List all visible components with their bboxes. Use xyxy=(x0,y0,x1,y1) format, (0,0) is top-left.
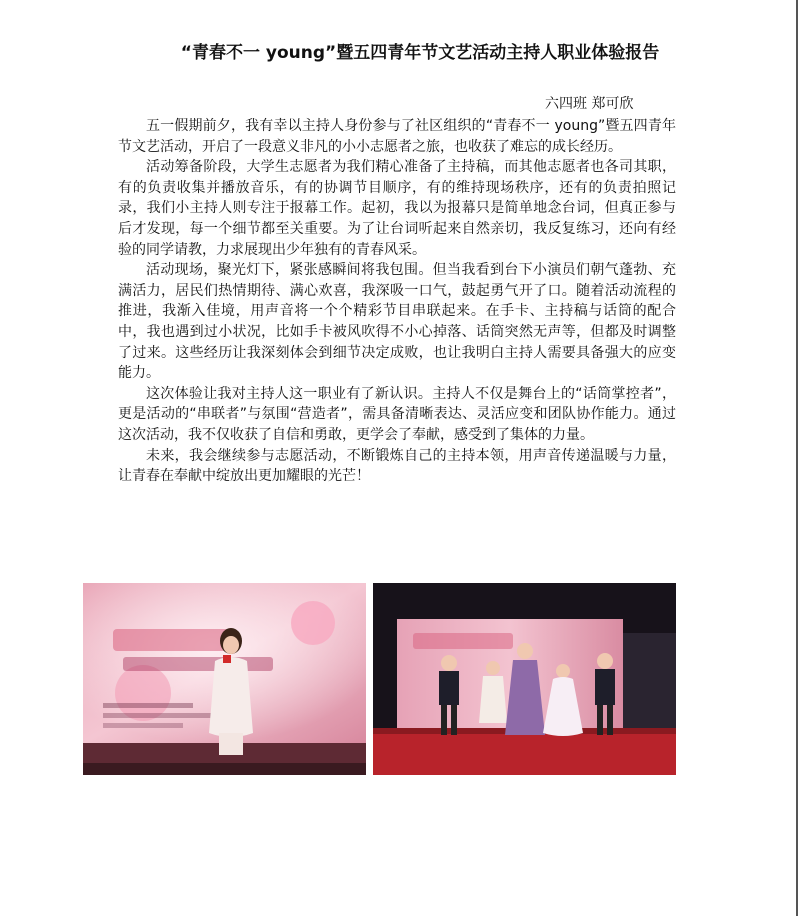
event-photo-right xyxy=(373,583,676,775)
report-title: “青春不一 young”暨五四青年节文艺活动主持人职业体验报告 xyxy=(180,43,660,63)
report-body xyxy=(118,116,676,487)
host-photo-image xyxy=(83,583,366,775)
paragraph: 五一假期前夕，我有幸以主持人身份参与了社区组织的“青春不一 young”暨五四青年节文艺活动，开启了一段意义非凡的小小志愿者之旅，也收获了难忘的成长经历。 xyxy=(118,118,676,155)
paragraph: 活动现场，聚光灯下，紧张感瞬间将我包围。但当我看到台下小演员们朝气蓬勃、充满活力，居民们热情期待、满心欢喜，我深吸一口气，鼓起勇气开了口。随着活动流程的推进，我渐入佳境，用声音将一个个精彩节目串联起来。在手卡、主持稿与话筒的配合中，我也遇到过小状况，比如手卡被风吹得不小心掉落、话筒突然无声等，但都及时调整了过来。这些经历让我深刻体会到细节决定成败，也让我明白主持人需要具备强大的应变能力。 xyxy=(118,262,676,382)
event-photo-left xyxy=(83,583,366,775)
group-photo-image xyxy=(373,583,676,775)
paragraph: 这次体验让我对主持人这一职业有了新认识。主持人不仅是舞台上的“话筒掌控者”，更是活动的“串联者”与氛围“营造者”，需具备清晰表达、灵活应变和团队协作能力。通过这次活动，我不仅收获了自信和勇敢，更学会了奉献，感受到了集体的力量。 xyxy=(118,385,676,443)
report-author: 六四班 郑可欣 xyxy=(545,96,634,112)
paragraph: 活动筹备阶段，大学生志愿者为我们精心准备了主持稿，而其他志愿者也各司其职，有的负责收集并播放音乐，有的协调节目顺序，有的维持现场秩序，还有的负责拍照记录，我们小主持人则专注于报幕工作。起初，我以为报幕只是简单地念台词，但真正参与后才发现，每一个细节都至关重要。为了让台词听起来自然亲切，我反复练习，还向有经验的同学请教，力求展现出少年独有的青春风采。 xyxy=(118,159,676,258)
paragraph: 未来，我会继续参与志愿活动，不断锻炼自己的主持本领，用声音传递温暖与力量，让青春在奉献中绽放出更加耀眼的光芒！ xyxy=(118,447,676,485)
